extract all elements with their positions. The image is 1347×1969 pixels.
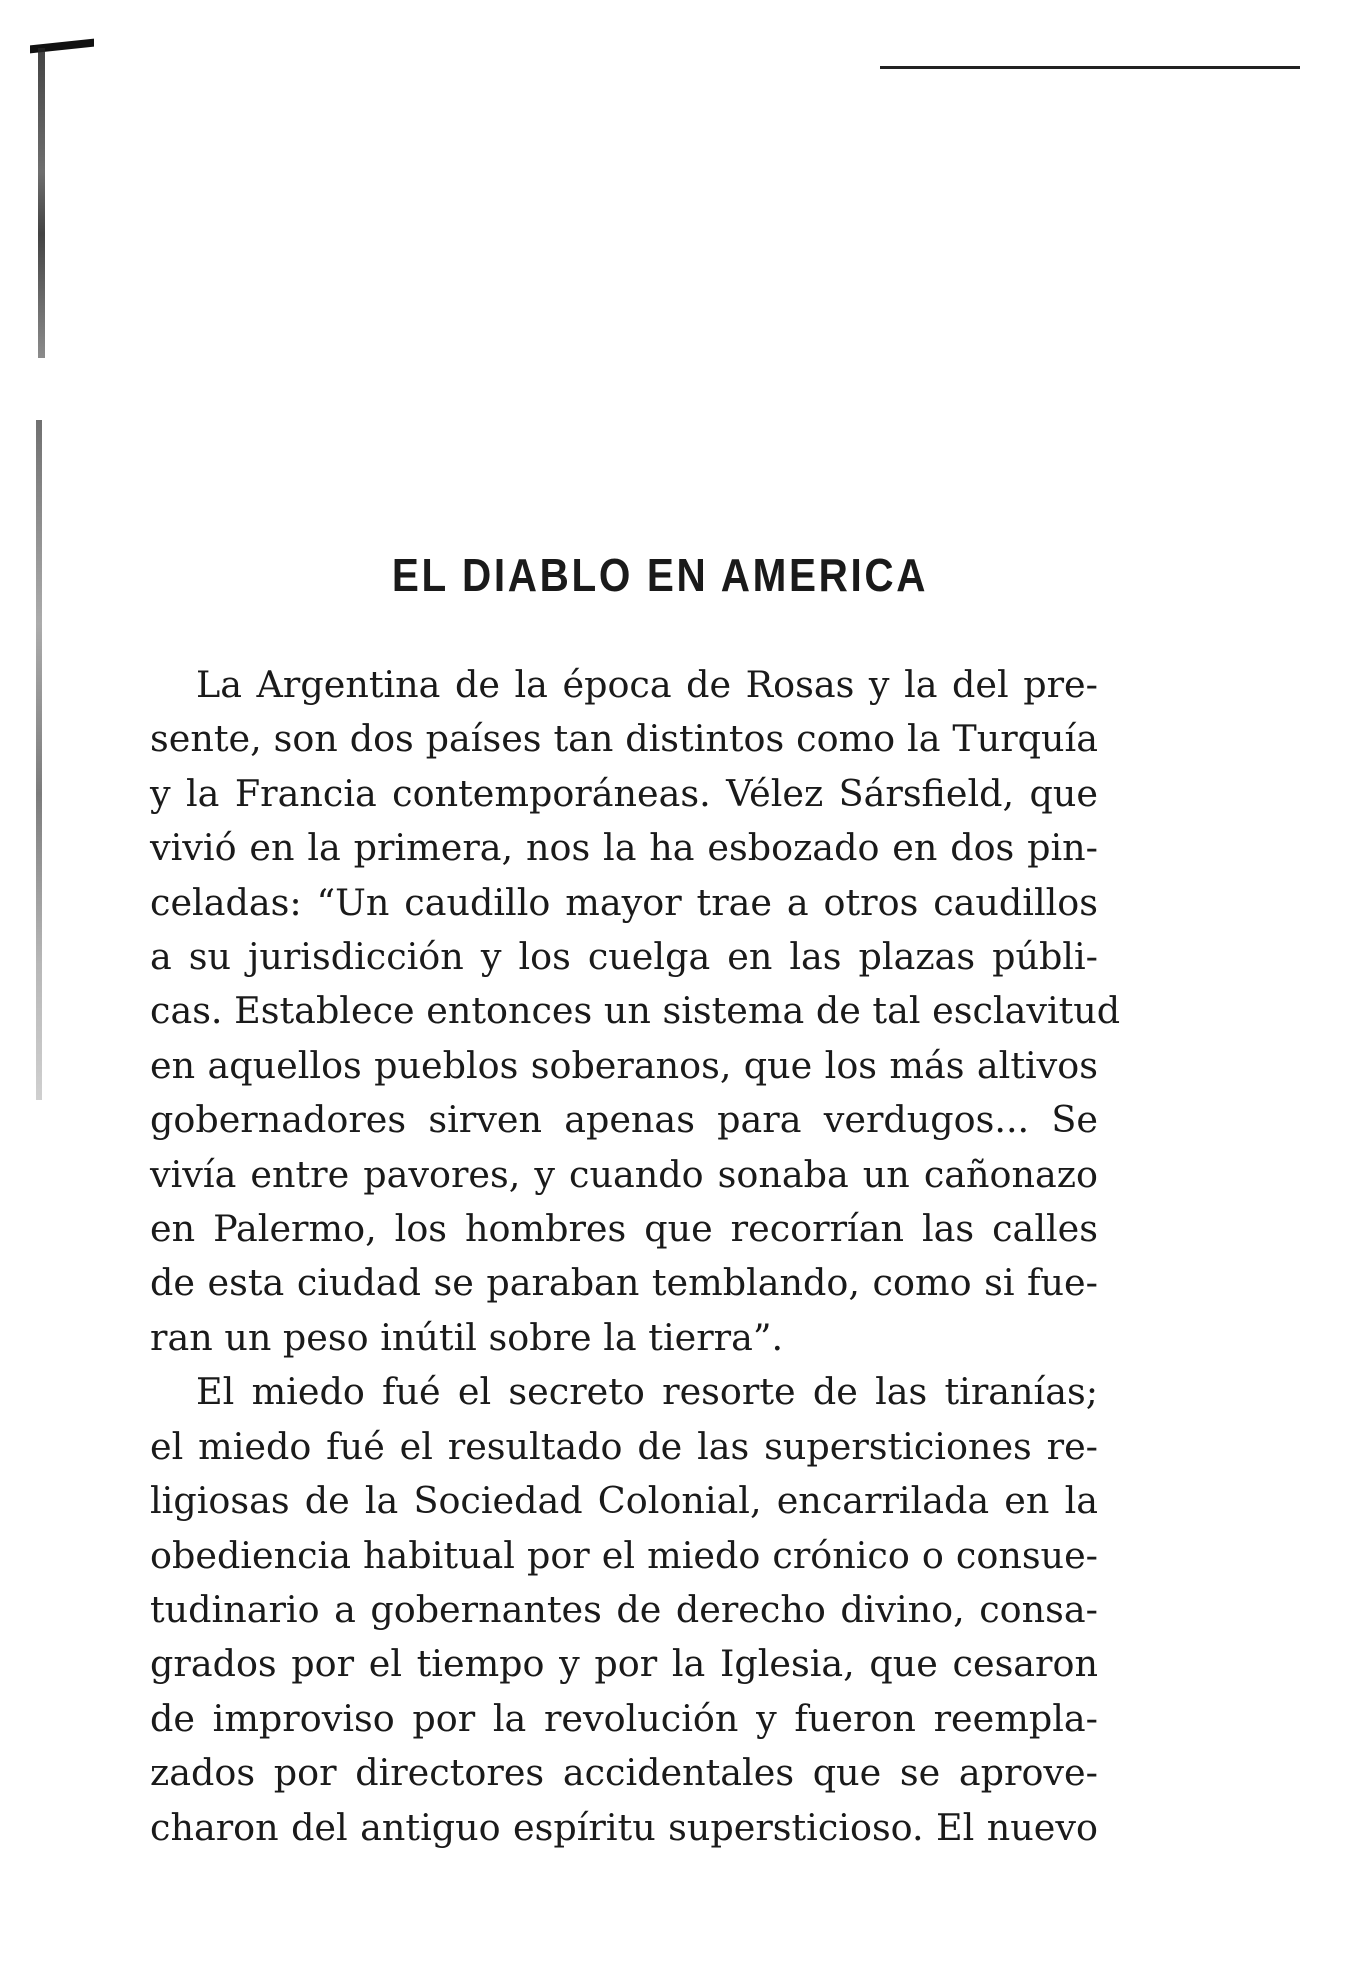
text-line: zados por directores accidentales que se aprove-	[150, 1751, 1098, 1795]
scan-left-edge-top	[38, 48, 45, 358]
text-line: gobernadores sirven apenas para verdugos... Se	[150, 1098, 1098, 1142]
text-line: de esta ciudad se paraban temblando, como si fue-	[150, 1261, 1098, 1305]
body-text	[150, 658, 1121, 1855]
text-line: en aquellos pueblos soberanos, que los más altivos	[150, 1043, 1098, 1087]
top-rule	[880, 66, 1300, 69]
text-line: La Argentina de la época de Rosas y la del pre-	[196, 663, 1098, 706]
text-line: a su jurisdicción y los cuelga en las plazas públi-	[150, 935, 1098, 979]
paragraph-1	[150, 658, 1121, 1365]
text-line: y la Francia contemporáneas. Vélez Sársfield, que	[150, 771, 1098, 815]
text-line: vivió en la primera, nos la ha esbozado en dos pin-	[150, 826, 1098, 870]
text-line: tudinario a gobernantes de derecho divino, consa-	[150, 1587, 1098, 1631]
paragraph-2	[150, 1365, 1098, 1855]
text-line: en Palermo, los hombres que recorrían las calles	[150, 1207, 1098, 1251]
text-line: vivía entre pavores, y cuando sonaba un cañonazo	[150, 1152, 1098, 1196]
text-line: cas. Establece entonces un sistema de tal esclavitud	[150, 989, 1121, 1033]
chapter-title: EL DIABLO EN AMERICA	[391, 549, 929, 601]
text-line: de improviso por la revolución y fueron reempla-	[150, 1696, 1098, 1740]
text-line: sente, son dos países tan distintos como la Turquía	[150, 717, 1098, 761]
scan-left-edge-bottom	[36, 420, 42, 1100]
text-line: el miedo fué el resultado de las supersticiones re-	[150, 1424, 1098, 1468]
text-line: ran un peso inútil sobre la tierra”.	[150, 1315, 784, 1359]
text-line: ligiosas de la Sociedad Colonial, encarrilada en la	[150, 1479, 1098, 1523]
text-line: grados por el tiempo y por la Iglesia, que cesaron	[150, 1642, 1098, 1686]
text-line: obediencia habitual por el miedo crónico o consue-	[150, 1533, 1098, 1577]
text-line: charon del antiguo espíritu supersticioso. El nuevo	[150, 1805, 1098, 1849]
text-line: celadas: “Un caudillo mayor trae a otros caudillos	[150, 880, 1098, 924]
text-line: El miedo fué el secreto resorte de las tiranías;	[196, 1370, 1098, 1414]
